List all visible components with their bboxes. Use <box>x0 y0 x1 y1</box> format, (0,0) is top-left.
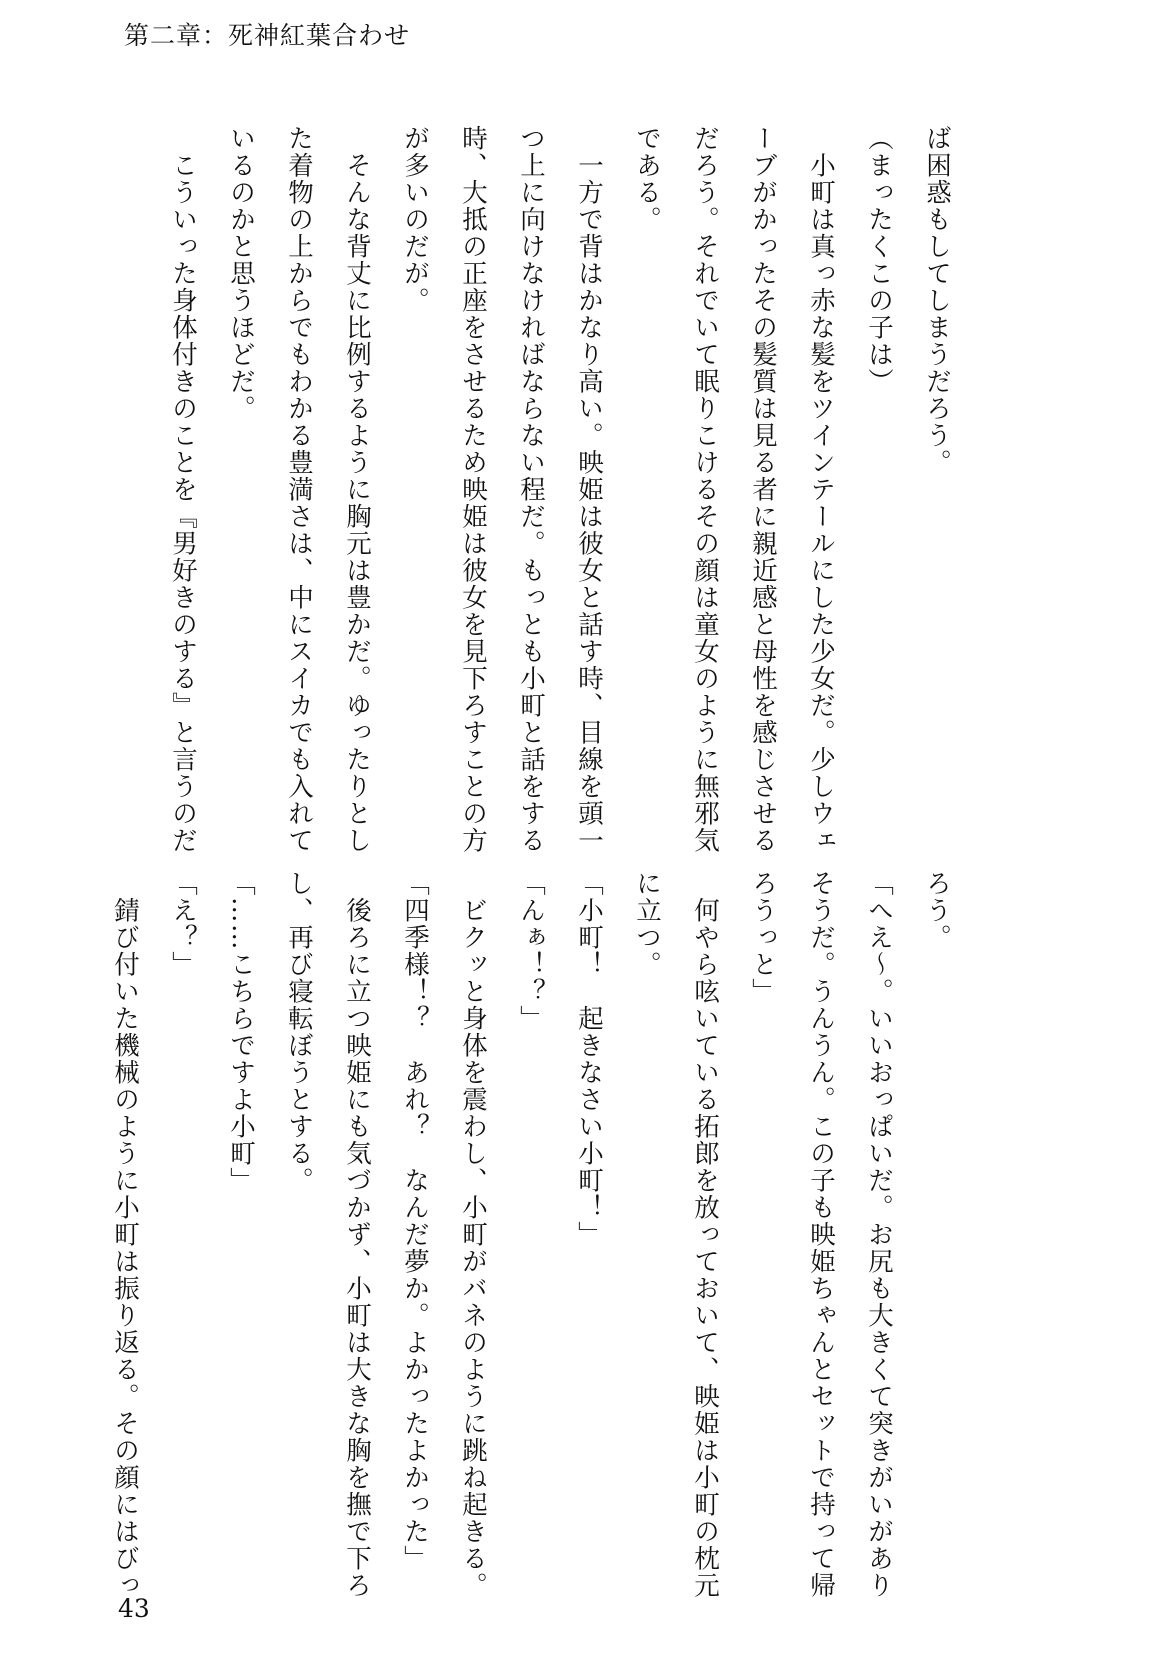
text-line: ろう。 <box>922 870 952 951</box>
text-line: た着物の上からでもわかる豊満さは、中にスイカでも入れて <box>284 125 314 854</box>
text-line: に立つ。 <box>632 870 662 978</box>
text-line: ーブがかったその髪質は見る者に親近感と母性を感じさせる <box>748 125 778 854</box>
text-line: 小町は真っ赤な髪をツインテールにした少女だ。少しウェ <box>806 125 836 854</box>
text-line: ば困惑もしてしまうだろう。 <box>922 125 952 476</box>
text-line: が多いのだが。 <box>400 125 430 314</box>
text-line: 「え？」 <box>168 870 198 978</box>
text-line: 時、大抵の正座をさせるため映姫は彼女を見下ろすことの方 <box>458 125 488 854</box>
text-line: つ上に向けなければならない程だ。もっとも小町と話をする <box>516 125 546 854</box>
text-line: 「んぁ！？」 <box>516 870 546 1032</box>
text-line: （まったくこの子は） <box>864 125 894 395</box>
page-number: 43 <box>118 1594 150 1623</box>
text-line: だろう。それでいて眠りこけるその顔は童女のように無邪気 <box>690 125 720 854</box>
text-line: 錆び付いた機械のように小町は振り返る。その顔にはびっ <box>110 870 140 1599</box>
upper-text-tier <box>166 125 966 854</box>
text-line: そうだ。うんうん。この子も映姫ちゃんとセットで持って帰 <box>806 870 836 1599</box>
text-line: こういった身体付きのことを『男好きのする』と言うのだ <box>168 125 198 854</box>
running-head-chapter-title: 第二章：死神紅葉合わせ <box>124 21 411 50</box>
text-line: 「小町！ 起きなさい小町！」 <box>574 870 604 1248</box>
text-line: 「……こちらですよ小町」 <box>226 870 256 1194</box>
text-line: である。 <box>632 125 662 233</box>
text-line: ビクッと身体を震わし、小町がバネのように跳ね起きる。 <box>458 870 488 1599</box>
text-line: 「四季様！？ あれ？ なんだ夢か。よかったよかった」 <box>400 870 430 1572</box>
text-line: 後ろに立つ映姫にも気づかず、小町は大きな胸を撫で下ろ <box>342 870 372 1599</box>
text-line: ろうっと」 <box>748 870 778 1005</box>
text-line: いるのかと思うほどだ。 <box>226 125 256 422</box>
text-line: そんな背丈に比例するように胸元は豊かだ。ゆったりとし <box>342 125 372 854</box>
text-line: 何やら呟いている拓郎を放っておいて、映姫は小町の枕元 <box>690 870 720 1599</box>
text-line: 一方で背はかなり高い。映姫は彼女と話す時、目線を頭一 <box>574 125 604 854</box>
lower-text-tier <box>110 870 966 1599</box>
text-line: 「へえ〜。いいおっぱいだ。お尻も大きくて突きがいがあり <box>864 870 894 1599</box>
text-line: し、再び寝転ぼうとする。 <box>284 870 314 1194</box>
